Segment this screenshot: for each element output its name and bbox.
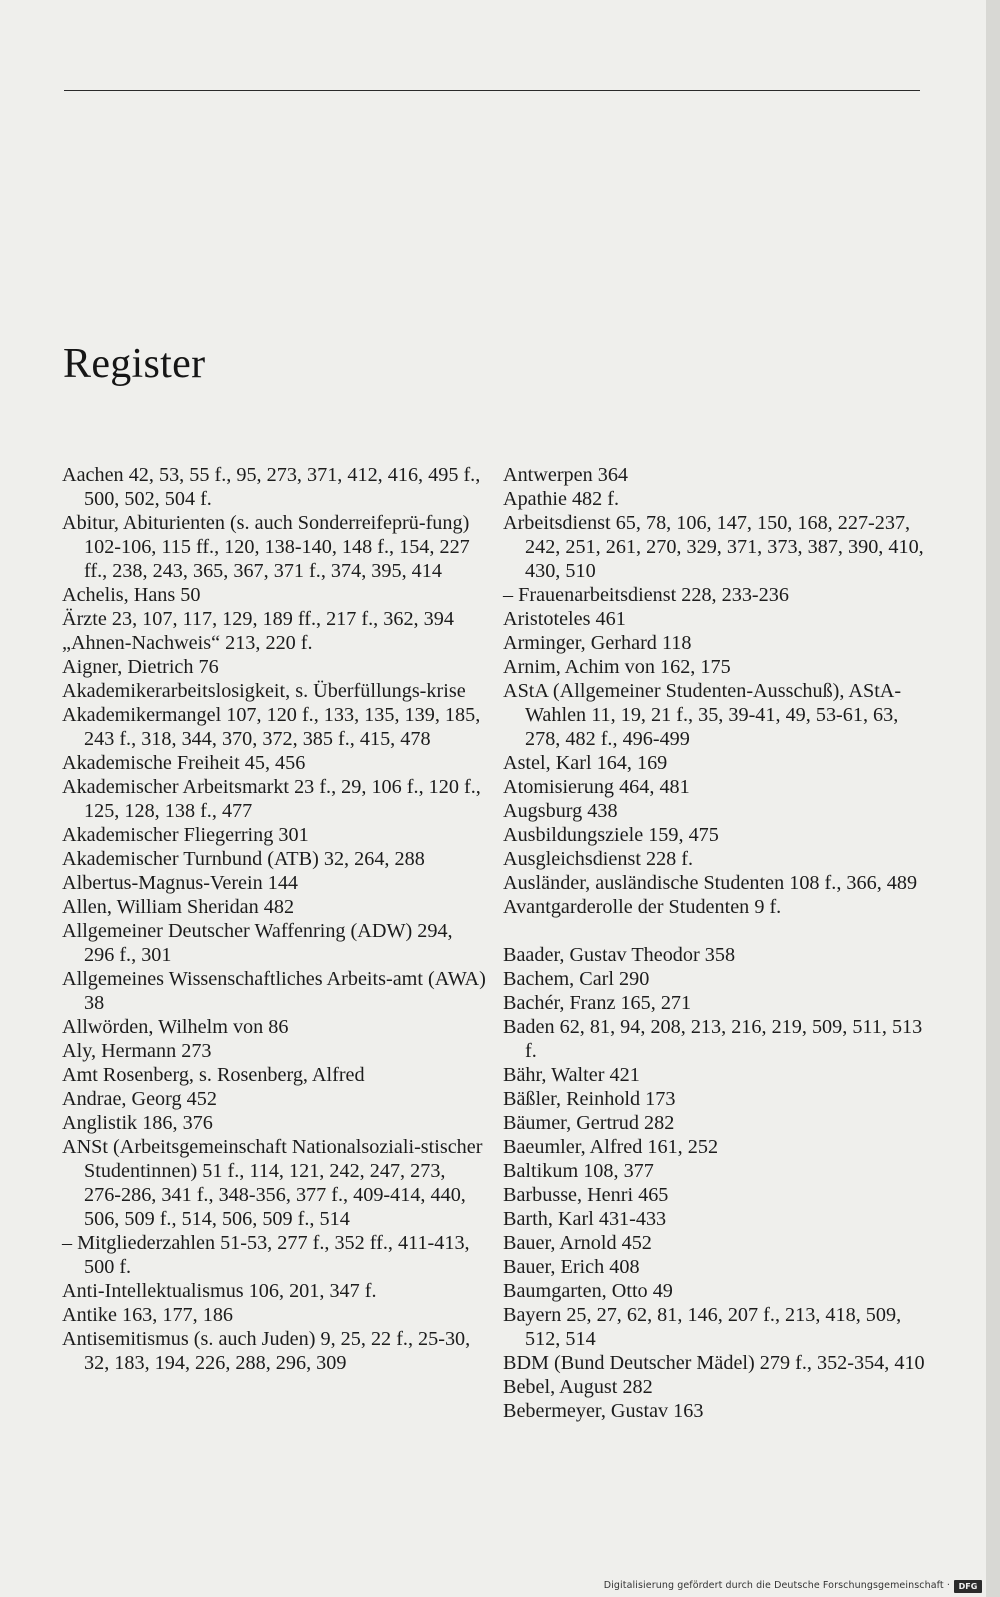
index-entry: Anti-Intellektualismus 106, 201, 347 f. [62,1280,377,1302]
index-entry: Abitur, Abiturienten (s. auch Sonderreifeprü-fung) 102-106, 115 ff., 120, 138-140, 148 f., 154, 227 ff., 238, 243, 365, 367, 371 f., 374, 395, 414 [62,512,470,582]
index-entry: Akademischer Fliegerring 301 [62,824,309,846]
index-entry: Augsburg 438 [503,800,618,822]
index-entry: Albertus-Magnus-Verein 144 [62,872,299,894]
index-column-left [62,463,487,1375]
index-entry: Bachem, Carl 290 [503,968,650,990]
header-rule [64,90,920,91]
index-entry: Avantgarderolle der Studenten 9 f. [503,896,782,918]
index-entry: Arminger, Gerhard 118 [503,632,692,654]
index-entry: Ausländer, ausländische Studenten 108 f., 366, 489 [503,872,918,894]
index-entry: Allwörden, Wilhelm von 86 [62,1016,289,1038]
index-entry: Atomisierung 464, 481 [503,776,690,798]
index-entry: Akademikerarbeitslosigkeit, s. Überfüllungs-krise [62,680,466,702]
index-entry: Allgemeines Wissenschaftliches Arbeits-amt (AWA) 38 [62,968,486,1014]
index-subentry: – Mitgliederzahlen 51-53, 277 f., 352 ff., 411-413, 500 f. [62,1232,470,1278]
index-entry: Baumgarten, Otto 49 [503,1280,673,1302]
index-entry: Antwerpen 364 [503,464,629,486]
index-entry: Aristoteles 461 [503,608,626,630]
index-entry: Bebel, August 282 [503,1376,653,1398]
index-entry: Bachér, Franz 165, 271 [503,992,692,1014]
index-entry: Aly, Hermann 273 [62,1040,212,1062]
index-entry: AStA (Allgemeiner Studenten-Ausschuß), AStA-Wahlen 11, 19, 21 f., 35, 39-41, 49, 53-61, 63, 278, 482 f., 496-499 [503,680,902,750]
index-entry: Ausgleichsdienst 228 f. [503,848,694,870]
index-entry: Bäumer, Gertrud 282 [503,1112,675,1134]
page-title: Register [63,341,206,387]
index-entry: Akademischer Turnbund (ATB) 32, 264, 288 [62,848,425,870]
index-entry: Allgemeiner Deutscher Waffenring (ADW) 294, 296 f., 301 [62,920,453,966]
index-entry: Ausbildungsziele 159, 475 [503,824,719,846]
index-entry: Anglistik 186, 376 [62,1112,213,1134]
index-entry: Bäßler, Reinhold 173 [503,1088,676,1110]
index-entry: „Ahnen-Nachweis“ 213, 220 f. [62,632,313,654]
index-subentry: – Frauenarbeitsdienst 228, 233-236 [503,584,789,606]
index-entry: Akademischer Arbeitsmarkt 23 f., 29, 106 f., 120 f., 125, 128, 138 f., 477 [62,776,481,822]
index-entry: Amt Rosenberg, s. Rosenberg, Alfred [62,1064,365,1086]
index-entry: Akademikermangel 107, 120 f., 133, 135, 139, 185, 243 f., 318, 344, 370, 372, 385 f., 415, 478 [62,704,481,750]
letter-gap [503,919,928,943]
index-entry: Andrae, Georg 452 [62,1088,217,1110]
index-entry: Ärzte 23, 107, 117, 129, 189 ff., 217 f., 362, 394 [62,608,454,630]
index-entry: Arnim, Achim von 162, 175 [503,656,731,678]
index-entry: Baden 62, 81, 94, 208, 213, 216, 219, 509, 511, 513 f. [503,1016,923,1062]
index-entry: Aigner, Dietrich 76 [62,656,219,678]
index-entry: Allen, William Sheridan 482 [62,896,295,918]
index-group-a [503,463,928,919]
index-entry: Bähr, Walter 421 [503,1064,640,1086]
index-entry: Bebermeyer, Gustav 163 [503,1400,704,1422]
index-entry: Antisemitismus (s. auch Juden) 9, 25, 22 f., 25-30, 32, 183, 194, 226, 288, 296, 309 [62,1328,471,1374]
index-entry: Arbeitsdienst 65, 78, 106, 147, 150, 168, 227-237, 242, 251, 261, 270, 329, 371, 373, 387, 390, 410, 430, 510 [503,512,924,582]
index-column-right [503,463,928,1423]
index-entry: Bauer, Arnold 452 [503,1232,652,1254]
index-entry: Apathie 482 f. [503,488,620,510]
index-entry: Antike 163, 177, 186 [62,1304,234,1326]
index-entry: Bayern 25, 27, 62, 81, 146, 207 f., 213, 418, 509, 512, 514 [503,1304,902,1350]
index-entry: Baader, Gustav Theodor 358 [503,944,736,966]
index-group-b [503,943,928,1423]
index-entry: Barbusse, Henri 465 [503,1184,669,1206]
index-entry: Baltikum 108, 377 [503,1160,654,1182]
index-entry: Achelis, Hans 50 [62,584,201,606]
index-entry: BDM (Bund Deutscher Mädel) 279 f., 352-354, 410 [503,1352,925,1374]
index-entry: Astel, Karl 164, 169 [503,752,668,774]
index-entry: Aachen 42, 53, 55 f., 95, 273, 371, 412, 416, 495 f., 500, 502, 504 f. [62,464,481,510]
index-entry: Baeumler, Alfred 161, 252 [503,1136,719,1158]
index-entry: Bauer, Erich 408 [503,1256,640,1278]
index-entry: Barth, Karl 431-433 [503,1208,667,1230]
index-entry: ANSt (Arbeitsgemeinschaft Nationalsoziali-stischer Studentinnen) 51 f., 114, 121, 242, 247, 273, 276-286, 341 f., 348-356, 377 f., 409-414, 440, 506, 509 f., 514, 506, 509 f., 514 [62,1136,483,1230]
page-edge [986,0,1000,1597]
digitization-credit: Digitalisierung gefördert durch die Deutsche Forschungsgemeinschaft · [603,1580,950,1591]
index-entry: Akademische Freiheit 45, 456 [62,752,306,774]
dfg-logo: DFG [954,1580,982,1593]
